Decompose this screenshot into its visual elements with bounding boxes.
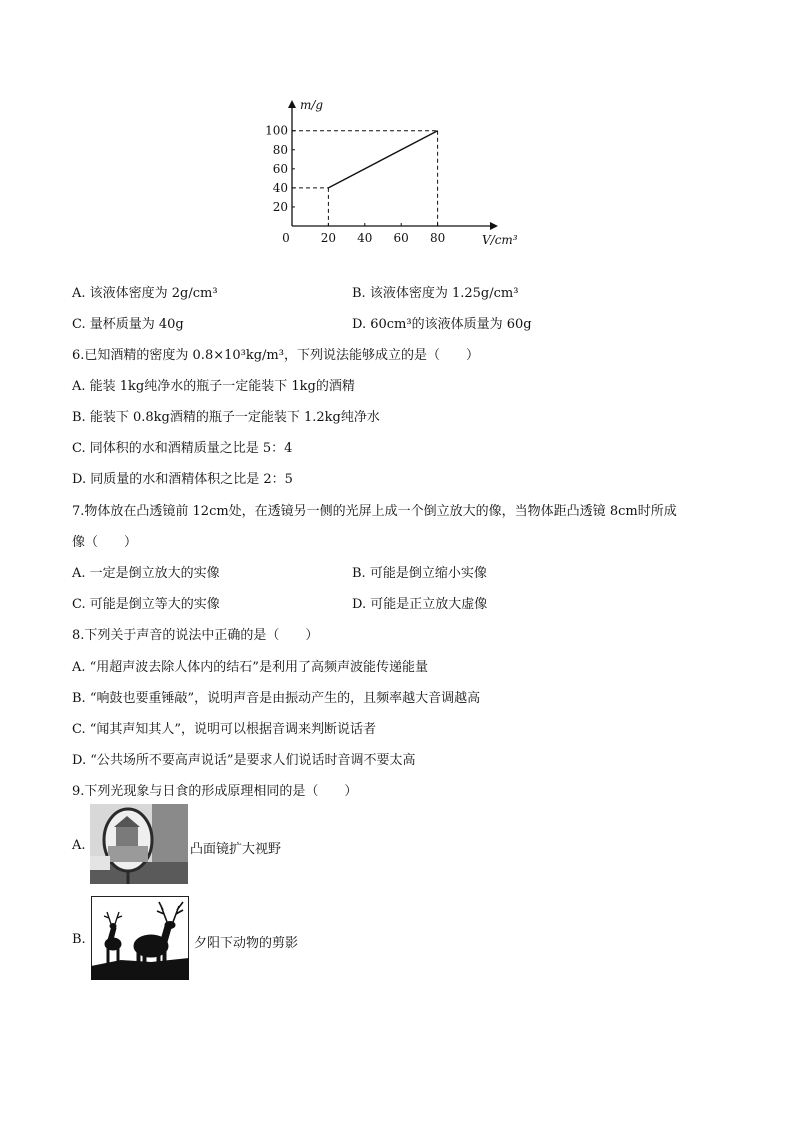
q7-option-d[interactable]: D. 可能是正立放大虚像	[352, 597, 488, 612]
q6-stem: 6.已知酒精的密度为 0.8×10³kg/m³，下列说法能够成立的是（ ）	[72, 348, 479, 363]
y-tick-label: 40	[272, 180, 288, 195]
q9-option-a-caption: 凸面镜扩大视野	[190, 842, 282, 857]
q5-option-a[interactable]: A. 该液体密度为 2g/cm³	[72, 286, 218, 301]
q8-option-c[interactable]: C. “闻其声知其人”，说明可以根据音调来判断说话者	[72, 722, 377, 737]
q8-stem: 8.下列关于声音的说法中正确的是（ ）	[72, 628, 319, 643]
q8-option-d[interactable]: D. “公共场所不要高声说话”是要求人们说话时音调不要太高	[72, 753, 416, 768]
x-tick-label: 20	[320, 231, 337, 245]
q8-option-b[interactable]: B. “响鼓也要重锤敲”，说明声音是由振动产生的，且频率越大音调越高	[72, 691, 481, 706]
x-axis-arrow	[490, 222, 498, 230]
convex-mirror-image	[90, 804, 188, 884]
q9-stem: 9.下列光现象与日食的形成原理相同的是（ ）	[72, 784, 358, 799]
q6-option-a[interactable]: A. 能装 1kg纯净水的瓶子一定能装下 1kg的酒精	[72, 379, 355, 394]
mass-volume-graph	[264, 92, 534, 252]
q8-option-a[interactable]: A. “用超声波去除人体内的结石”是利用了高频声波能传递能量	[72, 660, 428, 675]
y-tick-label: 60	[272, 161, 288, 176]
q6-option-d[interactable]: D. 同质量的水和酒精体积之比是 2：5	[72, 472, 293, 487]
y-axis-arrow	[288, 100, 296, 108]
q7-option-c[interactable]: C. 可能是倒立等大的实像	[72, 597, 220, 612]
q6-option-c[interactable]: C. 同体积的水和酒精质量之比是 5：4	[72, 441, 293, 456]
q5-option-b[interactable]: B. 该液体密度为 1.25g/cm³	[352, 286, 519, 301]
q7-option-a[interactable]: A. 一定是倒立放大的实像	[72, 566, 220, 581]
q7-stem-line2: 像（ ）	[72, 535, 138, 550]
q9-option-b-caption: 夕阳下动物的剪影	[194, 936, 299, 951]
q9-option-a-letter[interactable]: A.	[72, 838, 86, 853]
x-tick-label: 80	[429, 231, 446, 245]
q6-option-b[interactable]: B. 能装下 0.8kg酒精的瓶子一定能装下 1.2kg纯净水	[72, 410, 380, 425]
q7-option-b[interactable]: B. 可能是倒立缩小实像	[352, 566, 487, 581]
q7-stem-line1: 7.物体放在凸透镜前 12cm处，在透镜另一侧的光屏上成一个倒立放大的像，当物体距凸透镜 8cm时所成	[72, 504, 677, 519]
x-tick-label: 0	[282, 231, 290, 245]
y-tick-label: 20	[272, 199, 288, 214]
y-axis-label: m/g	[300, 98, 324, 112]
deer-silhouette-image	[91, 896, 189, 980]
q9-option-b-letter[interactable]: B.	[72, 932, 86, 947]
q5-option-d[interactable]: D. 60cm³的该液体质量为 60g	[352, 317, 532, 332]
y-tick-label: 80	[272, 142, 288, 157]
x-tick-label: 40	[357, 231, 373, 245]
q5-option-c[interactable]: C. 量杯质量为 40g	[72, 317, 184, 332]
series-line	[328, 131, 437, 188]
y-tick-label: 100	[265, 123, 288, 138]
x-axis-label: V/cm³	[482, 233, 518, 247]
x-tick-label: 60	[393, 231, 409, 245]
